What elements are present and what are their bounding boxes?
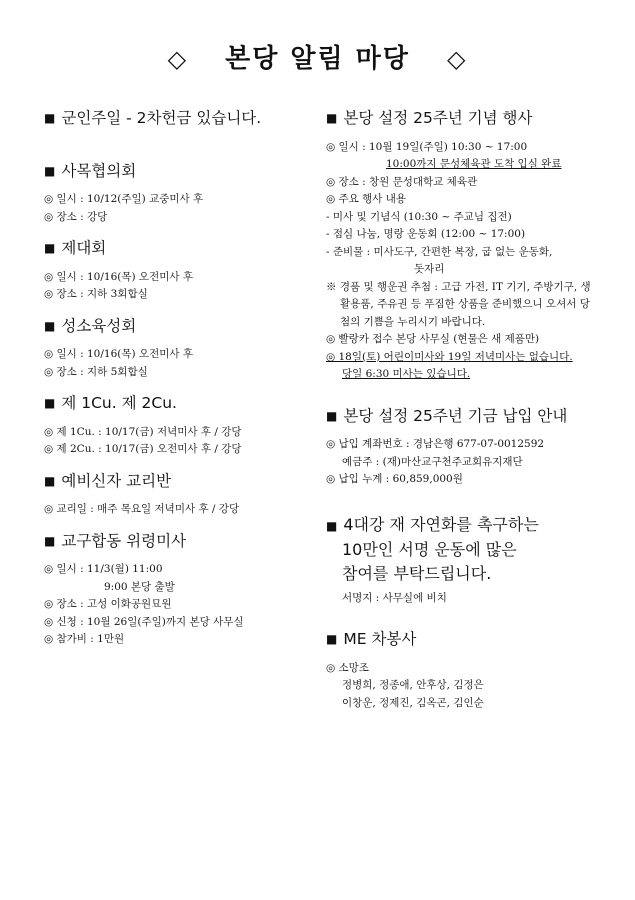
memorial-place: ◎ 장소 : 고성 이화공원묘원 bbox=[44, 598, 172, 610]
seongso-place: ◎ 장소 : 지하 5회합실 bbox=[44, 365, 148, 378]
bullet-square-icon: ■ bbox=[44, 533, 56, 548]
anniversary-place: ◎ 장소 : 창원 문성대학교 체육관 bbox=[326, 175, 478, 188]
petition-line-1: ■ 4대강 재 자연화를 촉구하는 bbox=[326, 514, 539, 534]
section-cu-heading: ■ 제 1Cu. 제 2Cu. bbox=[44, 394, 177, 412]
section-memorial-heading: ■ 교구합동 위령미사 bbox=[44, 531, 187, 550]
section-me-heading: ■ ME 차봉사 bbox=[326, 630, 417, 648]
anniversary-item-supplies: - 준비물 : 미사도구, 간편한 복장, 굽 없는 운동화, bbox=[326, 245, 553, 258]
bullet-square-icon: ■ bbox=[44, 396, 56, 410]
anniversary-item-mass: - 미사 및 기념식 (10:30 ~ 주교님 집전) bbox=[326, 210, 512, 223]
section-army-heading: ■ 군인주일 - 2차헌금 있습니다. bbox=[44, 109, 262, 127]
right-column bbox=[326, 110, 596, 712]
catechumen-line: ◎ 교리일 : 매주 목요일 저녁미사 후 / 강당 bbox=[44, 503, 240, 515]
fund-total: ◎ 납입 누계 : 60,859,000원 bbox=[326, 473, 463, 485]
cu2-line: ◎ 제 2Cu. : 10/17(금) 오전미사 후 / 강당 bbox=[44, 443, 242, 455]
anniversary-note-b: 당일 6:30 미사는 있습니다. bbox=[342, 368, 471, 380]
memorial-fee: ◎ 참가비 : 1만원 bbox=[44, 633, 125, 645]
anniversary-item-lunch: - 점심 나눔, 명랑 운동회 (12:00 ~ 17:00) bbox=[326, 228, 526, 240]
page-title bbox=[0, 38, 635, 75]
jedae-place: ◎ 장소 : 지하 3회합실 bbox=[44, 288, 148, 300]
petition-block bbox=[326, 513, 596, 586]
memorial-departure: 9:00 본당 출발 bbox=[104, 580, 175, 593]
me-names-2: 이창운, 정제진, 김옥곤, 김인순 bbox=[342, 696, 484, 709]
jedae-date: ◎ 일시 : 10/16(목) 오전미사 후 bbox=[44, 270, 193, 283]
left-column bbox=[44, 110, 299, 649]
memorial-date: ◎ 일시 : 11/3(월) 11:00 bbox=[44, 563, 163, 575]
seongso-date: ◎ 일시 : 10/16(목) 오전미사 후 bbox=[44, 348, 193, 360]
anniversary-red-card: ◎ 빨랑카 접수 본당 사무실 (현물은 새 제품만) bbox=[326, 333, 540, 345]
page-title-text: 본당 알림 마당 bbox=[225, 44, 410, 74]
bullet-square-icon: ■ bbox=[44, 318, 56, 333]
diamond-left-icon: ◇ bbox=[167, 45, 189, 73]
anniversary-date: ◎ 일시 : 10월 19일(주일) 10:30 ~ 17:00 bbox=[326, 140, 528, 153]
anniversary-date-note: 10:00까지 문성체육관 도착 입실 완료 bbox=[386, 158, 562, 170]
diamond-right-icon: ◇ bbox=[446, 45, 468, 73]
petition-line-2: 10만인 서명 운동에 많은 bbox=[342, 539, 517, 559]
anniversary-item-supplies-cont: 돗자리 bbox=[414, 263, 445, 275]
bullet-square-icon: ■ bbox=[326, 518, 338, 533]
anniversary-prize: ※ 경품 및 행운권 추첨 : 고급 가전, IT 기기, 주방기구, 생활용품, 주유권 등 푸짐한 상품을 준비했으니 오셔서 당첨의 기쁨을 누리시기 바랍니다. bbox=[326, 280, 591, 328]
anniversary-note: ◎ 18일(토) 어린이미사와 19일 저녁미사는 없습니다. bbox=[326, 350, 573, 363]
bullet-square-icon: ■ bbox=[44, 111, 56, 125]
section-fund-heading: ■ 본당 설정 25주년 기금 납입 안내 bbox=[326, 406, 568, 425]
samok-date: ◎ 일시 : 10/12(주일) 교중미사 후 bbox=[44, 193, 204, 205]
section-samok-heading: ■ 사목협의회 bbox=[44, 161, 137, 180]
anniversary-contents: ◎ 주요 행사 내용 bbox=[326, 193, 407, 205]
section-anniversary-heading: ■ 본당 설정 25주년 기념 행사 bbox=[326, 109, 533, 127]
petition-line-3: 참여를 부탁드립니다. bbox=[342, 563, 492, 583]
me-names-1: 정병희, 정종애, 안후상, 김정은 bbox=[342, 679, 484, 691]
bullet-square-icon: ■ bbox=[44, 241, 56, 255]
samok-place: ◎ 장소 : 강당 bbox=[44, 210, 108, 223]
petition-note: 서명지 : 사무실에 비치 bbox=[342, 591, 447, 604]
bullet-square-icon: ■ bbox=[326, 111, 338, 125]
bullet-square-icon: ■ bbox=[326, 632, 338, 646]
fund-holder: 예금주 : (재)마산교구천주교회유지재단 bbox=[342, 455, 523, 468]
cu1-line: ◎ 제 1Cu. : 10/17(금) 저녁미사 후 / 강당 bbox=[44, 425, 242, 438]
fund-account: ◎ 납입 계좌번호 : 경남은행 677-07-0012592 bbox=[326, 438, 545, 450]
section-seongso-heading: ■ 성소육성회 bbox=[44, 316, 137, 335]
bullet-square-icon: ■ bbox=[326, 408, 338, 423]
section-catechumen-heading: ■ 예비신자 교리반 bbox=[44, 471, 172, 490]
bullet-square-icon: ■ bbox=[44, 473, 56, 488]
me-group: ◎ 소망조 bbox=[326, 661, 369, 674]
section-jedae-heading: ■ 제대회 bbox=[44, 239, 107, 257]
memorial-apply: ◎ 신청 : 10월 26일(주일)까지 본당 사무실 bbox=[44, 615, 244, 628]
bullet-square-icon: ■ bbox=[44, 163, 56, 178]
